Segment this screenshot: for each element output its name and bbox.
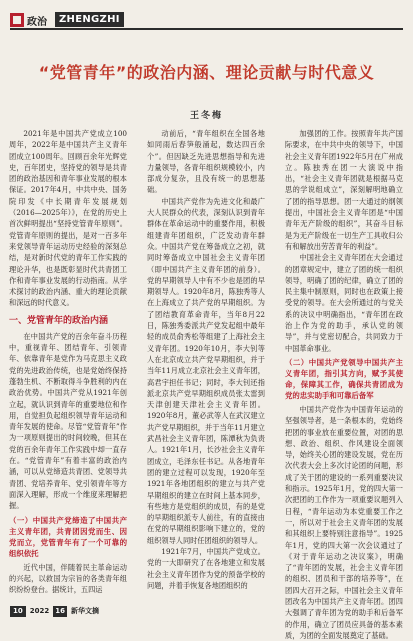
section-header	[10, 12, 403, 30]
body-paragraph: 动前后，“青年组织在全国各地如同雨后春笋般涌起，数达四百余个”。但因缺乏先进思想指导和先进力量领导，各青年组织规模较小，内部成分复杂，且没有统一的思想基础。	[147, 129, 265, 195]
subsection-heading: （二）中国共产党领导中国共产主义青年团，指引其方向，赋予其使命，保障其工作，确保共青团成为党的忠实助手和可靠后备军	[285, 357, 403, 400]
body-paragraph: 加强团的工作。按照青年共产国际要求，在中共中央的领导下，中国社会主义青年团1922年5月在广州成立。陈独秀在团一大演说中指出，“社会主义青年团就是根据马克思的学说组成立”，深刻解明地确立了团的指导思想。团一大通过的纲领提出，中国社会主义青年团是“中国青年无产阶级的组织”，其奋斗目标是为无产阶级在一切生产工具收归公有和解放出劳苦青年的利益”。	[285, 129, 403, 251]
article-author: 王冬梅	[189, 111, 223, 121]
body-paragraph: 中国共产党作为中国青年运动的坚强领导者，是一条根本的，党始终把团的事业放在重要位置，对团的思想、政治、组织、作风建设全面领导，始终关心团的建设发展，党在历次代表大会上多次讨论团的问题，形成了关于团的建设的一系列重要决议和指示。1925年1月，党的四大第一次把团的工作作为一项重要议题列入日程，“青年运动为本党重要工作之一，所以对于社会主义青年团的发展和其组织上要特别注意指导”。1925年1月，党的四大第一次会议通过了《对于青年运动之决议案》，明确了“青年团的发展，社会主义青年团的组织、团员和干部的培养等”，在团四大召开之际，中国社会主义青年团改名为中国共产主义青年团。团四大强调了青年团为党的助手和后备军的作用，确立了团员应具备的基本素质，为团的全面发展奠定了基础。	[285, 404, 403, 640]
text-column-3	[285, 128, 403, 641]
page-number: 10	[10, 606, 26, 617]
body-paragraph: 在中国共产党的百余年奋斗历程中，重视青年、团结青年、引领青年、依靠青年是党作为马克思主义政党的先进政治传统，也是党始终保持蓬勃生机、不断取得斗争胜利的内在政治优势。中国共产党从1921年创立起，就认识到青年的重要地位和作用，自觉担负起组织领导青年运动和青年发展的使命。尽管“党管青年”作为一项原则提出的时间较晚，但其在党的百余年青年工作实践中却一直存在。“党管青年”有着丰富的政治内涵，可以从党缔造共青团、党领导共青团、党培养青年、党引领青年等方面深入理解，形成一个维度来理解把握。	[9, 331, 127, 511]
text-column-1	[9, 128, 127, 595]
page-footer	[10, 606, 230, 617]
body-paragraph: 2021年是中国共产党成立100周年，2022年是中国共产主义青年团成立100周年。回顾百余年光辉党史，百年团史，坚持党的领导是共青团的政治基因和青年事业发展的根本保证。2017年4月，中共中央、国务院印发《中长期青年发展规划（2016—2025年）》，在党的历史上首次鲜明提出“坚持党管青年原则”。党管青年原则的提出，是对一百多年来党领导青年运动历史经验的深刻总结，是对新时代党的青年工作实践的理论升华，也是既彰显时代共青团工作和青年事业发展的行动指南。从学术探讨的政治内涵、重大的理论贡献和深远的时代意义。	[9, 129, 127, 308]
magazine-name: 新华文摘	[70, 607, 99, 615]
body-paragraph: 近代中国，伴随着民主革命运动的兴起，以救国为宗旨的各类青年组织纷纷登台。据统计，五四运	[9, 562, 127, 595]
header-rule	[10, 28, 403, 30]
body-paragraph: 中国社会主义青年团在大会通过的团章规定中，建立了团的统一组织领导，明确了团的纪律，确立了团的民主集中制原则，同时也在政策上接受党的领导。在大会所通过的与党关系的决议中明确指出，“青年团在政治上作为党的助手，承认党的领导”，并与党密切配合，共同致力于中国革命事业。	[285, 253, 403, 353]
subsection-heading: （一）中国共产党缔造了中国共产主义青年团，共青团因党而生、因党而立，党管青年有了一个可靠的组织依托	[9, 515, 127, 558]
body-paragraph: 中国共产党作为先进文化和最广大人民群众的代表，深刻认识到青年群体在革命运动中的重要作用，积极组建青年团组织，广泛发动青年群众。中国共产党在筹备成立之初，就同时筹备成立中国社会主义青年团（即中国共产主义青年团的前身）。党的早期领导人中有不少也是团的早期领导人。1920年8月，陈独秀等人在上海成立了共产党的早期组织。为了团结教育革命青年，当年8月22日，陈独秀委派共产党发起组中最年轻的成员俞秀松等组建了上海社会主义青年团。1920年10月，李大钊等人在北京成立共产党早期组织，并于当年11月成立北京社会主义青年团，高君宇担任书记；同时，李大钊还指派北京共产党早期组织成员张太雷到天津创建天津社会主义青年团。1920年8月，董必武等人在武汉建立共产党早期组织，并于当年11月建立武昌社会主义青年团，陈潭秋为负责人。1921年1月，长沙社会主义青年团成立，毛泽东任书记。从各地青年团的建立过程可以发现，1920年至1921年各地团组织的建立与共产党早期组织的建立在时间上基本同步，有些地方是党组织的成员，有的是党的早期组织派专人前往，有的直接由在党的早期组织影响下建立的，党的组织领导人同时任团组织的领导人。	[147, 196, 265, 545]
section-label-cn: 政治	[27, 17, 47, 28]
body-paragraph: 1921年7月，中国共产党成立。党的一大即研究了在各地建立和发展社会主义青年团作为党的预备学校的问题，并着手恢复各地团组织的	[147, 546, 265, 590]
issue-year: 2022	[29, 607, 50, 615]
issue-number: 16	[55, 607, 65, 615]
text-column-2	[147, 128, 265, 591]
section-square-icon	[10, 13, 24, 27]
section-label-en: ZHENGZHI	[55, 12, 124, 27]
article-title: “党管青年”的政治内涵、理论贡献与时代意义	[38, 63, 375, 82]
section-heading: 一、党管青年的政治内涵	[9, 315, 109, 326]
